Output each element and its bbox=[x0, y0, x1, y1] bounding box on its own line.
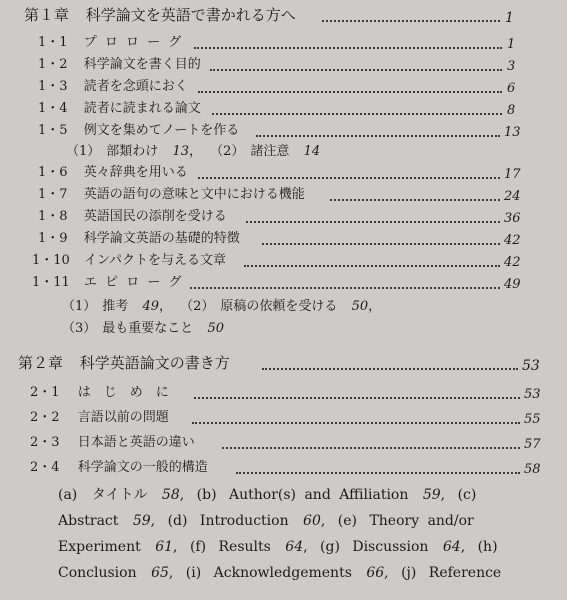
separator: , bbox=[150, 513, 156, 529]
subsection-page: 13 bbox=[172, 144, 189, 159]
subsection-label: (a) bbox=[58, 487, 78, 503]
subsection-title: Reference bbox=[428, 565, 502, 581]
dot-leader bbox=[262, 243, 500, 245]
toc-entry bbox=[30, 411, 169, 424]
toc-entry bbox=[38, 102, 201, 115]
subsection-page: 59 bbox=[422, 487, 441, 503]
section-title: 読者を念頭におく bbox=[83, 79, 188, 94]
dot-leader bbox=[194, 397, 520, 399]
section-number: 2・3 bbox=[30, 435, 60, 450]
separator: , bbox=[440, 487, 446, 503]
subsection-label: （2） bbox=[180, 299, 215, 314]
toc-entry bbox=[32, 276, 184, 289]
section-title: 言語以前の問題 bbox=[77, 410, 169, 425]
section-title: 英々辞典を用いる bbox=[83, 165, 188, 180]
dot-leader bbox=[210, 69, 502, 71]
dot-leader bbox=[192, 422, 520, 424]
separator: ， bbox=[368, 299, 382, 314]
subsection-page: 59 bbox=[132, 513, 151, 529]
subsection-title: Experiment bbox=[58, 539, 141, 555]
subsection-title: Abstract bbox=[58, 513, 119, 529]
section-title: 英語国民の添削を受ける bbox=[83, 209, 227, 224]
subsection-label: (h) bbox=[477, 539, 498, 555]
page-number: 57 bbox=[524, 437, 541, 452]
page-number: 58 bbox=[524, 462, 541, 477]
toc-entry bbox=[38, 166, 188, 179]
separator: , bbox=[303, 539, 308, 555]
toc-entry bbox=[30, 386, 169, 399]
section-number: 1・1 bbox=[38, 35, 68, 50]
subsection-label: （1） bbox=[62, 299, 97, 314]
subsection-label: (g) bbox=[320, 539, 340, 555]
separator: , bbox=[168, 565, 174, 581]
toc-entry bbox=[38, 210, 227, 223]
page-number: 55 bbox=[524, 412, 541, 427]
section-number: 1・8 bbox=[38, 209, 68, 224]
subsection-title: Results bbox=[218, 539, 271, 555]
dot-leader bbox=[256, 135, 500, 137]
subsection-title: 原稿の依頼を受ける bbox=[220, 299, 338, 314]
subsection-page: 14 bbox=[303, 144, 321, 159]
page-number: 53 bbox=[522, 358, 540, 374]
dot-leader bbox=[222, 447, 520, 449]
subsection-page: 64 bbox=[442, 539, 461, 555]
subsection-label: （3） bbox=[62, 321, 97, 336]
page-number: 13 bbox=[504, 125, 521, 140]
page-number: 1 bbox=[505, 10, 514, 26]
subsection-label: （2） bbox=[210, 144, 245, 159]
subsection-title: Author(s) and Affiliation bbox=[229, 487, 409, 503]
page-number: 3 bbox=[507, 59, 516, 74]
dot-leader bbox=[322, 20, 500, 22]
subsection-title: Theory and/or bbox=[369, 513, 474, 529]
page-number: 42 bbox=[504, 255, 521, 270]
toc-entry bbox=[38, 36, 183, 49]
subsection-title: Discussion bbox=[352, 539, 429, 555]
section-title: 科学論文英語の基礎的特徴 bbox=[83, 231, 240, 246]
section-number: 1・2 bbox=[38, 57, 68, 72]
section-title: 日本語と英語の違い bbox=[77, 435, 195, 450]
separator: , bbox=[320, 513, 326, 529]
subsection-label: (d) bbox=[167, 513, 188, 529]
section-number: 1・7 bbox=[38, 187, 68, 202]
toc-entry bbox=[38, 232, 240, 245]
subsection-title: 諸注意 bbox=[250, 144, 290, 159]
dot-leader bbox=[246, 221, 500, 223]
chapter-title: 科学英語論文の書き方 bbox=[79, 354, 230, 372]
toc-entry bbox=[30, 436, 195, 449]
chapter-number: 第２章 bbox=[18, 354, 64, 372]
chapter-1-heading bbox=[24, 8, 296, 23]
section-number: 1・9 bbox=[38, 231, 68, 246]
dot-leader bbox=[194, 47, 502, 49]
page-number: 49 bbox=[504, 277, 521, 292]
subsection-page: 50 bbox=[207, 321, 224, 336]
subsection-title: タイトル bbox=[91, 487, 148, 503]
subsection-page: 66 bbox=[366, 565, 385, 581]
subsection-label: (e) bbox=[337, 513, 357, 529]
section-number: 1・10 bbox=[32, 253, 70, 268]
separator: , bbox=[173, 539, 178, 555]
section-title: インパクトを与える文章 bbox=[83, 253, 227, 268]
section-title: プ ロ ロ ー グ bbox=[83, 35, 184, 50]
section-title: エ ピ ロ ー グ bbox=[83, 275, 184, 290]
toc-entry bbox=[38, 58, 201, 71]
subsection-label: （1） bbox=[66, 144, 101, 159]
dot-leader bbox=[236, 472, 520, 474]
subsection-label: (c) bbox=[457, 487, 477, 503]
toc-entry bbox=[38, 188, 305, 201]
section-title: 英語の語句の意味と文中における機能 bbox=[83, 187, 305, 202]
subsection-title: 最も重要なこと bbox=[102, 321, 194, 336]
subsection-page: 58 bbox=[161, 487, 180, 503]
subsection-list bbox=[58, 514, 474, 528]
page-number: 6 bbox=[507, 81, 516, 96]
section-title: 読者に読まれる論文 bbox=[83, 101, 201, 116]
section-number: 1・11 bbox=[32, 275, 70, 290]
chapter-number: 第１章 bbox=[24, 6, 70, 24]
dot-leader bbox=[198, 91, 502, 93]
subsection-list bbox=[62, 300, 381, 313]
dot-leader bbox=[190, 287, 500, 289]
dot-leader bbox=[212, 113, 502, 115]
section-number: 1・5 bbox=[38, 123, 68, 138]
subsection-page: 61 bbox=[155, 539, 174, 555]
subsection-list bbox=[58, 488, 476, 502]
page-number: 53 bbox=[524, 387, 541, 402]
page-number: 24 bbox=[504, 189, 521, 204]
subsection-title: 推考 bbox=[102, 299, 129, 314]
dot-leader bbox=[244, 265, 500, 267]
subsection-list bbox=[58, 540, 498, 554]
dot-leader bbox=[262, 368, 518, 370]
page-number: 42 bbox=[504, 233, 521, 248]
page-number: 8 bbox=[507, 103, 516, 118]
section-number: 2・2 bbox=[30, 410, 60, 425]
subsection-title: Introduction bbox=[199, 513, 289, 529]
separator: , bbox=[179, 487, 185, 503]
subsection-title: 部類わけ bbox=[106, 144, 159, 159]
chapter-title: 科学論文を英語で書かれる方へ bbox=[85, 6, 296, 24]
page-number: 1 bbox=[507, 37, 516, 52]
section-number: 2・1 bbox=[30, 385, 60, 400]
separator: ， bbox=[158, 299, 172, 314]
toc-entry bbox=[38, 80, 188, 93]
subsection-page: 50 bbox=[351, 299, 369, 314]
page-number: 17 bbox=[504, 167, 521, 182]
subsection-label: (b) bbox=[196, 487, 217, 503]
toc-entry bbox=[32, 254, 226, 267]
section-number: 1・3 bbox=[38, 79, 68, 94]
subsection-label: (f) bbox=[189, 539, 207, 555]
dot-leader bbox=[198, 177, 500, 179]
dot-leader bbox=[330, 199, 500, 201]
section-title: 科学論文の一般的構造 bbox=[77, 460, 208, 475]
section-number: 1・4 bbox=[38, 101, 68, 116]
separator: , bbox=[460, 539, 466, 555]
separator: , bbox=[384, 565, 389, 581]
subsection-list bbox=[66, 145, 320, 158]
section-title: 例文を集めてノートを作る bbox=[83, 123, 240, 138]
subsection-label: (i) bbox=[185, 565, 202, 581]
toc-entry bbox=[38, 124, 239, 137]
chapter-2-heading bbox=[18, 356, 230, 371]
subsection-title: Acknowledgements bbox=[213, 565, 352, 581]
section-title: 科学論文を書く目的 bbox=[83, 57, 201, 72]
toc-entry bbox=[30, 461, 208, 474]
section-title: は じ め に bbox=[77, 385, 169, 400]
subsection-label: (j) bbox=[401, 565, 417, 581]
subsection-page: 60 bbox=[303, 513, 321, 529]
section-number: 1・6 bbox=[38, 165, 68, 180]
section-number: 2・4 bbox=[30, 460, 60, 475]
subsection-page: 49 bbox=[142, 299, 159, 314]
subsection-title: Conclusion bbox=[58, 565, 137, 581]
subsection-list bbox=[58, 566, 501, 580]
subsection-page: 64 bbox=[285, 539, 304, 555]
page-number: 36 bbox=[504, 211, 521, 226]
subsection-page: 65 bbox=[151, 565, 169, 581]
separator: ， bbox=[188, 144, 202, 159]
subsection-list bbox=[62, 322, 224, 335]
